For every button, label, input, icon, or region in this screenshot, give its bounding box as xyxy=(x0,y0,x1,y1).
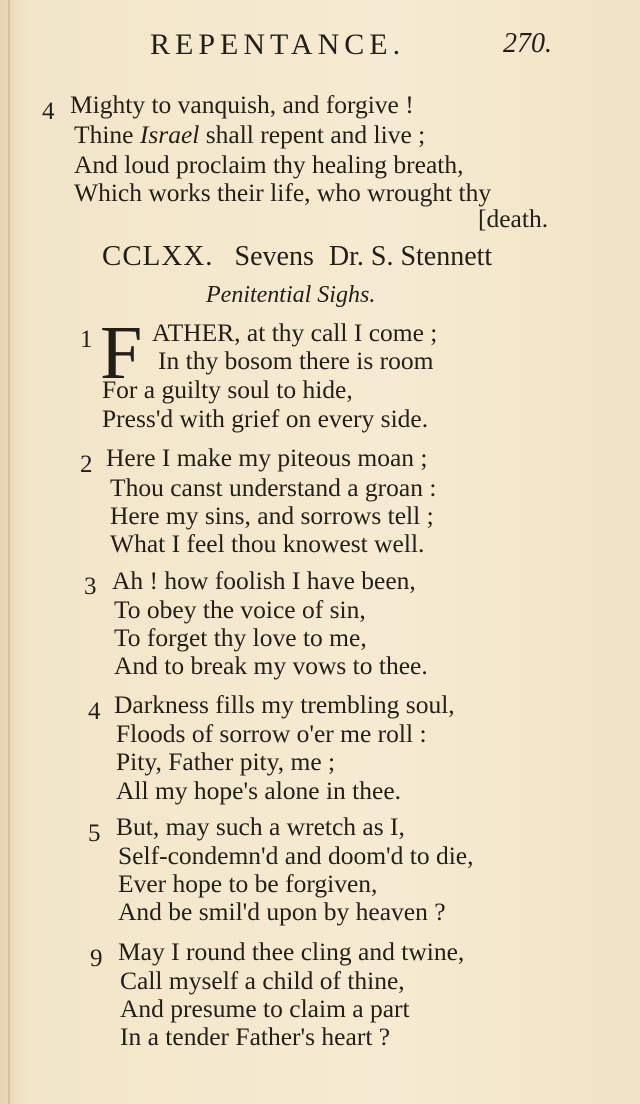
verse-line: Floods of sorrow o'er me roll : xyxy=(116,719,427,748)
drop-cap: F xyxy=(100,311,143,395)
verse-line: Ah ! how foolish I have been, xyxy=(112,566,416,595)
verse-line: Self-condemn'd and doom'd to die, xyxy=(118,841,474,870)
page-gutter xyxy=(8,0,10,1104)
verse-line: To forget thy love to me, xyxy=(114,623,367,652)
verse-line: Which works their life, who wrought thy xyxy=(74,178,492,207)
verse-line: Here I make my piteous moan ; xyxy=(106,443,428,472)
verse-line: What I feel thou knowest well. xyxy=(110,529,425,558)
verse-line: All my hope's alone in thee. xyxy=(116,776,402,805)
hymn-number: CCLXX. xyxy=(102,240,214,272)
verse-number: 9 xyxy=(90,945,103,972)
verse-line: Pity, Father pity, me ; xyxy=(116,747,336,776)
italic-word: Israel xyxy=(139,120,200,149)
verse-line: And presume to claim a part xyxy=(120,994,410,1023)
verse-number: 4 xyxy=(42,98,55,125)
verse-number: 3 xyxy=(84,573,97,600)
page-number: 270. xyxy=(503,28,552,59)
hymn-meter: Sevens xyxy=(234,241,314,272)
verse-line: Ever hope to be forgiven, xyxy=(118,869,378,898)
verse-number: 1 xyxy=(80,326,93,353)
hymn-title: Penitential Sighs. xyxy=(206,282,376,308)
verse-line: Darkness fills my trembling soul, xyxy=(114,690,455,719)
verse-line: Call myself a child of thine, xyxy=(120,966,405,995)
verse-line: In a tender Father's heart ? xyxy=(120,1022,391,1051)
verse-line: Mighty to vanquish, and forgive ! xyxy=(70,90,414,119)
verse-line: To obey the voice of sin, xyxy=(114,595,366,624)
verse-line: And to break my vows to thee. xyxy=(114,651,428,680)
running-header: REPENTANCE. xyxy=(150,28,406,61)
verse-line: And loud proclaim thy healing breath, xyxy=(74,150,464,179)
verse-line: For a guilty soul to hide, xyxy=(102,375,353,404)
verse-line: May I round thee cling and twine, xyxy=(118,937,465,966)
verse-line: Here my sins, and sorrows tell ; xyxy=(110,501,434,530)
verse-line: ATHER, at thy call I come ; xyxy=(152,318,438,347)
verse-line: But, may such a wretch as I, xyxy=(116,812,405,841)
verse-number: 5 xyxy=(88,820,101,847)
verse-line: Thou canst understand a groan : xyxy=(110,473,437,502)
hymn-heading xyxy=(102,240,492,273)
verse-line: Thine Israel shall repent and live ; xyxy=(74,120,426,149)
verse-number: 4 xyxy=(88,698,101,725)
hymn-author: Dr. S. Stennett xyxy=(328,241,493,272)
verse-number: 2 xyxy=(80,451,93,478)
verse-line: Press'd with grief on every side. xyxy=(102,404,429,433)
verse-line: And be smil'd upon by heaven ? xyxy=(118,897,446,926)
verse-line: In thy bosom there is room xyxy=(158,346,434,375)
verse-line-turnover: [death. xyxy=(478,204,549,233)
